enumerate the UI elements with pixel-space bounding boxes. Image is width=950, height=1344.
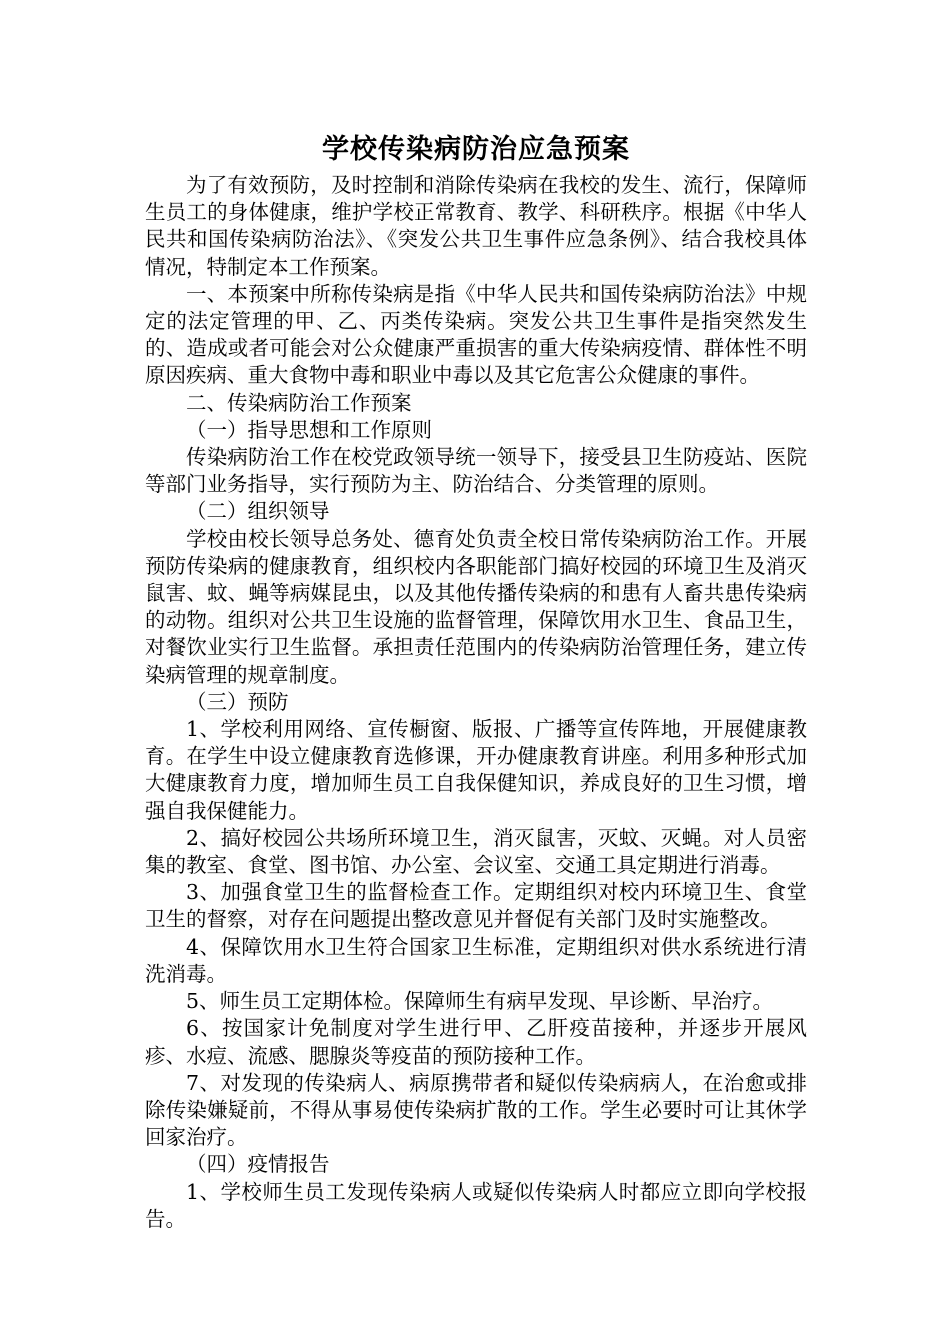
heading-subsection-2: （二）组织领导	[186, 499, 330, 524]
document-title: 学校传染病防治应急预案	[322, 134, 630, 165]
paragraph-report-1: 1、学校师生员工发现传染病人或疑似传染病人时都应立即向学校报告。	[145, 1179, 807, 1231]
heading-subsection-3: （三）预防	[186, 689, 289, 714]
paragraph-prevention-6: 6、按国家计免制度对学生进行甲、乙肝疫苗接种，并逐步开展风疹、水痘、流感、腮腺炎等疫苗的预防接种工作。	[145, 1016, 807, 1068]
paragraph-prevention-3: 3、加强食堂卫生的监督检查工作。定期组织对校内环境卫生、食堂卫生的督察，对存在问题提出整改意见并督促有关部门及时实施整改。	[145, 880, 807, 932]
paragraph-principles: 传染病防治工作在校党政领导统一领导下，接受县卫生防疫站、医院等部门业务指导，实行预防为主、防治结合、分类管理的原则。	[145, 445, 807, 497]
paragraph-definition: 一、本预案中所称传染病是指《中华人民共和国传染病防治法》中规定的法定管理的甲、乙、丙类传染病。突发公共卫生事件是指突然发生的、造成或者可能会对公众健康严重损害的重大传染病疫情、群体性不明原因疾病、重大食物中毒和职业中毒以及其它危害公众健康的事件。	[145, 281, 807, 388]
paragraph-prevention-4: 4、保障饮用水卫生符合国家卫生标准，定期组织对供水系统进行清洗消毒。	[145, 934, 807, 986]
heading-section-2: 二、传染病防治工作预案	[186, 390, 412, 415]
paragraph-prevention-2: 2、搞好校园公共场所环境卫生，消灭鼠害，灭蚊、灭蝇。对人员密集的教室、食堂、图书馆、办公室、会议室、交通工具定期进行消毒。	[145, 825, 807, 878]
paragraph-prevention-7: 7、对发现的传染病人、病原携带者和疑似传染病病人，在治愈或排除传染嫌疑前，不得从事易使传染病扩散的工作。学生必要时可让其休学回家治疗。	[145, 1070, 807, 1150]
paragraph-intro: 为了有效预防，及时控制和消除传染病在我校的发生、流行，保障师生员工的身体健康，维护学校正常教育、教学、科研秩序。根据《中华人民共和国传染病防治法》、《突发公共卫生事件应急条例》、结合我校具体情况，特制定本工作预案。	[145, 173, 807, 279]
document-page	[145, 128, 807, 1233]
heading-subsection-4: （四）疫情报告	[186, 1152, 330, 1177]
paragraph-prevention-1: 1、学校利用网络、宣传橱窗、版报、广播等宣传阵地，开展健康教育。在学生中设立健康教育选修课，开办健康教育讲座。利用多种形式加大健康教育力度，增加师生员工自我保健知识，养成良好的卫生习惯，增强自我保健能力。	[145, 717, 807, 823]
heading-subsection-1: （一）指导思想和工作原则	[186, 417, 432, 442]
paragraph-prevention-5: 5、师生员工定期体检。保障师生有病早发现、早诊断、早治疗。	[186, 989, 774, 1014]
paragraph-organization: 学校由校长领导总务处、德育处负责全校日常传染病防治工作。开展预防传染病的健康教育，组织校内各职能部门搞好校园的环境卫生及消灭鼠害、蚊、蝇等病媒昆虫，以及其他传播传染病的和患有人畜共患传染病的动物。组织对公共卫生设施的监督管理，保障饮用水卫生、食品卫生，对餐饮业实行卫生监督。承担责任范围内的传染病防治管理任务，建立传染病管理的规章制度。	[145, 526, 807, 687]
